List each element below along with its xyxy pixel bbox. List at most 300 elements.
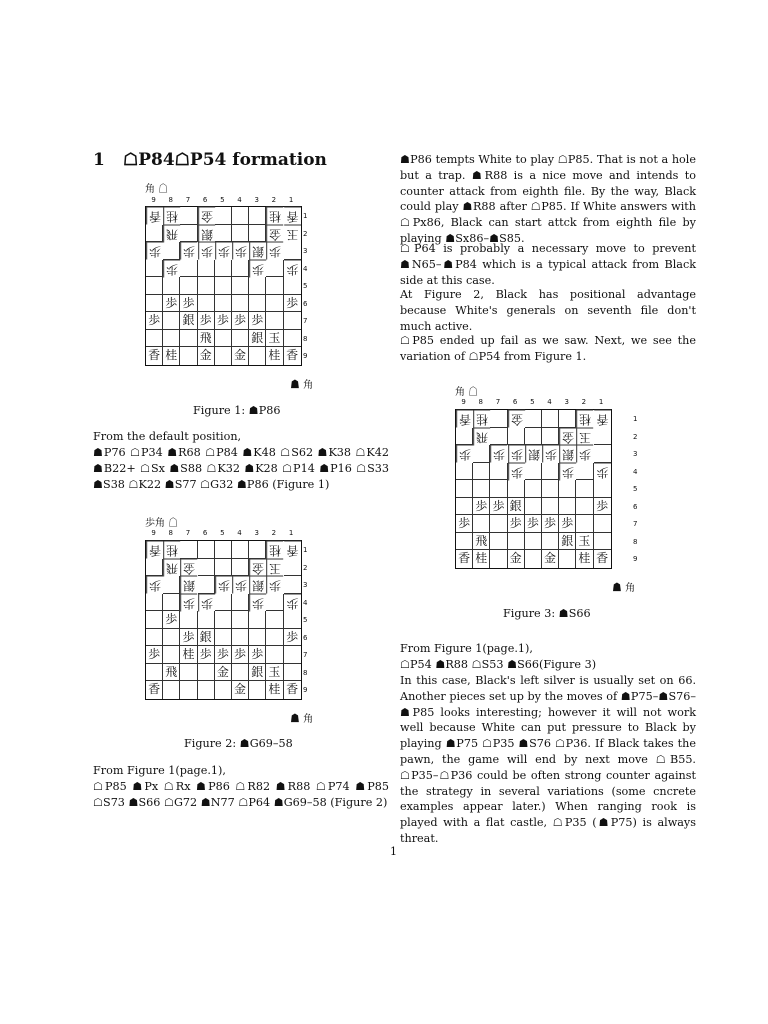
file-number: 9 bbox=[151, 196, 156, 204]
black-piece: 香 bbox=[596, 551, 609, 565]
rank-numbers bbox=[303, 542, 307, 700]
rank-number: 8 bbox=[633, 537, 638, 546]
white-piece: 歩 bbox=[215, 576, 232, 594]
board-square bbox=[146, 559, 163, 577]
board-square bbox=[232, 225, 249, 243]
board-square bbox=[249, 629, 266, 647]
black-piece: 歩 bbox=[180, 629, 197, 647]
white-piece: 歩 bbox=[542, 445, 559, 463]
paragraph: At Figure 2, Black has positional advantage because White's generals on seventh file don't much active. bbox=[400, 288, 696, 333]
figure-caption: Figure 2: ☗G69–58 bbox=[184, 737, 293, 750]
paragraph: ☗P76 ☖P34 ☗R68 ☖P84 ☗K48 ☖S62 ☗K38 ☖K42 ☗B22+ ☖Sx ☗S88 ☖K32 ☗K28 ☖P14 ☗P16 ☖S33 ☗S38 ☖K22 ☗S77 ☖G32 ☗P86 (Figure 1) bbox=[93, 446, 389, 491]
black-piece: 歩 bbox=[542, 515, 559, 533]
white-piece: 香 bbox=[146, 207, 163, 225]
black-piece: 金 bbox=[215, 664, 232, 682]
white-hand: 歩角 ☖ bbox=[145, 518, 179, 529]
board-square bbox=[456, 480, 473, 498]
file-numbers bbox=[145, 196, 300, 204]
white-piece: 玉 bbox=[576, 428, 593, 446]
black-piece: 歩 bbox=[456, 515, 473, 533]
board-square bbox=[198, 277, 215, 295]
board-square bbox=[490, 463, 507, 481]
board-square bbox=[180, 330, 197, 348]
file-number: 9 bbox=[461, 398, 466, 406]
black-piece: 銀 bbox=[249, 664, 266, 682]
black-piece: 歩 bbox=[284, 295, 301, 313]
board-square bbox=[232, 207, 249, 225]
board-square bbox=[198, 559, 215, 577]
white-piece: 歩 bbox=[180, 242, 197, 260]
rank-number: 4 bbox=[303, 598, 308, 607]
black-piece: 香 bbox=[146, 347, 163, 365]
board-square bbox=[146, 225, 163, 243]
black-piece: 歩 bbox=[232, 312, 249, 330]
board-square bbox=[525, 533, 542, 551]
board-square bbox=[508, 428, 525, 446]
rank-number: 8 bbox=[303, 334, 308, 343]
board-square bbox=[594, 428, 611, 446]
board-square bbox=[576, 463, 593, 481]
black-piece: 歩 bbox=[163, 295, 180, 313]
board-square bbox=[146, 664, 163, 682]
board-square bbox=[215, 629, 232, 647]
board-square bbox=[232, 664, 249, 682]
white-piece: 桂 bbox=[163, 541, 180, 559]
file-number: 8 bbox=[478, 398, 484, 406]
white-piece: 歩 bbox=[284, 260, 301, 278]
black-piece: 桂 bbox=[473, 550, 490, 568]
board-square bbox=[232, 260, 249, 278]
black-hand: ☗ 角 bbox=[612, 583, 636, 594]
board-square bbox=[215, 347, 232, 365]
file-number: 3 bbox=[564, 398, 569, 406]
black-piece: 玉 bbox=[576, 533, 593, 551]
white-piece: 銀 bbox=[525, 445, 542, 463]
black-piece: 飛 bbox=[198, 330, 215, 348]
section-title-text: ☖P84☖P54 formation bbox=[123, 150, 327, 170]
board-square bbox=[284, 330, 301, 348]
board-square bbox=[456, 533, 473, 551]
rank-number: 3 bbox=[633, 450, 638, 458]
paragraph: In this case, Black's left silver is usually set on 66. Another pieces set up by the moves of ☗P75–☗S76–☗P85 looks interesting; however it will not work well because White can put pressure to Black by playing ☗P75 ☖P35 ☗S76 ☖P36. If Black takes the pawn, the game will end by next move ☖B55. ☖P35–☖P36 could be often strong counter against the strategy in several variations (some cncrete examples appear later.) When ranging rook is played with a flat castle, ☖P35 (☗P75) is always threat. bbox=[400, 674, 696, 845]
board-square bbox=[232, 629, 249, 647]
rank-number: 1 bbox=[633, 415, 638, 423]
shogi-board bbox=[145, 540, 302, 700]
rank-number: 6 bbox=[303, 633, 308, 642]
board-square bbox=[490, 428, 507, 446]
white-piece: 歩 bbox=[249, 260, 266, 278]
board-square bbox=[508, 533, 525, 551]
board-square bbox=[284, 312, 301, 330]
white-piece: 歩 bbox=[576, 445, 593, 463]
paragraph: From Figure 1(page.1), bbox=[400, 642, 533, 655]
file-numbers bbox=[455, 398, 610, 406]
file-number: 1 bbox=[288, 196, 294, 204]
board-square bbox=[456, 428, 473, 446]
white-piece: 歩 bbox=[198, 242, 215, 260]
board-square bbox=[232, 611, 249, 629]
board-square bbox=[525, 463, 542, 481]
file-number: 9 bbox=[151, 529, 156, 537]
board-square bbox=[232, 295, 249, 313]
figure-caption: Figure 3: ☗S66 bbox=[503, 607, 591, 620]
file-number: 3 bbox=[254, 196, 259, 204]
board-square bbox=[559, 498, 576, 516]
board-square bbox=[249, 611, 266, 629]
paragraph: ☗P86 tempts White to play ☖P85. That is not a hole but a trap. ☗R88 is a nice move and intends to counter attack from eighth file. By the way, Black could play ☗R88 after ☖P85. If White answers with ☖Px86, Black can start attck from eighth file by playing ☗Sx86–☗S85. bbox=[400, 153, 696, 245]
board-square bbox=[576, 480, 593, 498]
black-piece: 金 bbox=[198, 347, 215, 365]
board-square bbox=[525, 498, 542, 516]
board-square bbox=[249, 541, 266, 559]
black-piece: 銀 bbox=[249, 330, 266, 348]
board-square bbox=[266, 594, 283, 612]
board-square bbox=[490, 533, 507, 551]
board-square bbox=[266, 646, 283, 664]
black-piece: 金 bbox=[232, 347, 249, 365]
file-number: 5 bbox=[530, 398, 535, 406]
black-piece: 歩 bbox=[198, 646, 215, 664]
white-piece: 玉 bbox=[266, 559, 283, 577]
file-number: 3 bbox=[254, 529, 259, 537]
board-square bbox=[146, 594, 163, 612]
black-piece: 歩 bbox=[146, 646, 163, 664]
paragraph: ☖P64 is probably a necessary move to prevent ☗N65–☗P84 which is a typical attack from Black side at this case. bbox=[400, 242, 696, 287]
file-number: 5 bbox=[220, 529, 225, 537]
white-piece: 歩 bbox=[180, 594, 197, 612]
board-square bbox=[198, 611, 215, 629]
board-square bbox=[232, 330, 249, 348]
board-square bbox=[284, 559, 301, 577]
board-square bbox=[146, 611, 163, 629]
board-square bbox=[215, 277, 232, 295]
board-square bbox=[146, 295, 163, 313]
board-square bbox=[180, 260, 197, 278]
rank-number: 4 bbox=[633, 467, 638, 476]
black-piece: 歩 bbox=[284, 629, 301, 647]
black-piece: 金 bbox=[232, 681, 249, 699]
black-piece: 歩 bbox=[163, 611, 180, 629]
board-square bbox=[473, 515, 490, 533]
white-piece: 桂 bbox=[266, 541, 283, 559]
black-piece: 玉 bbox=[266, 330, 283, 348]
board-square bbox=[215, 295, 232, 313]
file-number: 8 bbox=[168, 529, 174, 537]
white-piece: 歩 bbox=[146, 576, 163, 594]
black-piece: 金 bbox=[508, 550, 525, 568]
rank-number: 5 bbox=[303, 616, 308, 624]
board-square bbox=[163, 629, 180, 647]
white-piece: 銀 bbox=[198, 225, 215, 243]
black-piece: 歩 bbox=[215, 312, 232, 330]
board-square bbox=[198, 576, 215, 594]
black-piece: 玉 bbox=[266, 664, 283, 682]
white-piece: 歩 bbox=[456, 445, 473, 463]
white-piece: 香 bbox=[146, 541, 163, 559]
board-square bbox=[266, 312, 283, 330]
board-square bbox=[249, 277, 266, 295]
board-square bbox=[284, 242, 301, 260]
white-piece: 歩 bbox=[594, 463, 611, 481]
board-square bbox=[490, 410, 507, 428]
board-square bbox=[266, 295, 283, 313]
file-number: 8 bbox=[168, 196, 174, 204]
file-number: 6 bbox=[202, 529, 208, 537]
paragraph: ☖P85 ended up fail as we saw. Next, we see the variation of ☖P54 from Figure 1. bbox=[400, 334, 696, 363]
board-square bbox=[284, 277, 301, 295]
board-square bbox=[490, 550, 507, 568]
rank-number: 7 bbox=[303, 317, 308, 325]
board-square bbox=[249, 207, 266, 225]
black-piece: 歩 bbox=[215, 646, 232, 664]
file-number: 6 bbox=[202, 196, 208, 204]
board-square bbox=[163, 277, 180, 295]
rank-number: 2 bbox=[303, 563, 308, 572]
board-square bbox=[542, 463, 559, 481]
rank-number: 9 bbox=[633, 555, 638, 563]
board-square bbox=[542, 428, 559, 446]
black-piece: 歩 bbox=[473, 498, 490, 516]
board-square bbox=[576, 515, 593, 533]
white-piece: 飛 bbox=[163, 225, 180, 243]
board-square bbox=[576, 498, 593, 516]
board-square bbox=[525, 428, 542, 446]
white-piece: 歩 bbox=[198, 594, 215, 612]
rank-number: 7 bbox=[303, 651, 308, 659]
white-piece: 香 bbox=[594, 410, 611, 428]
board-square bbox=[163, 242, 180, 260]
board-square bbox=[249, 295, 266, 313]
black-hand: ☗ 角 bbox=[290, 714, 314, 725]
black-piece: 銀 bbox=[180, 312, 197, 330]
file-number: 4 bbox=[547, 398, 552, 406]
black-piece: 金 bbox=[542, 550, 559, 568]
board-square bbox=[284, 646, 301, 664]
black-piece: 飛 bbox=[473, 533, 490, 551]
page-number: 1 bbox=[390, 845, 397, 858]
black-piece: 桂 bbox=[163, 347, 180, 365]
paragraph: ☖P54 ☗R88 ☖S53 ☗S66(Figure 3) bbox=[400, 658, 597, 671]
rank-numbers bbox=[633, 411, 637, 569]
board-square bbox=[232, 594, 249, 612]
paragraph: ☖P85 ☗Px ☖Rx ☗P86 ☖R82 ☗R88 ☖P74 ☗P85 ☖S73 ☗S66 ☖G72 ☗N77 ☖P64 ☗G69–58 (Figure 2) bbox=[93, 780, 389, 809]
board-square bbox=[180, 541, 197, 559]
file-numbers bbox=[145, 529, 300, 537]
board-square bbox=[284, 611, 301, 629]
black-piece: 歩 bbox=[146, 312, 163, 330]
paragraph: From Figure 1(page.1), bbox=[93, 764, 226, 777]
rank-number: 8 bbox=[303, 668, 308, 677]
board-square bbox=[559, 550, 576, 568]
white-piece: 歩 bbox=[146, 242, 163, 260]
black-piece: 香 bbox=[456, 550, 473, 568]
board-square bbox=[215, 681, 232, 699]
white-piece: 香 bbox=[284, 207, 301, 225]
board-square bbox=[163, 594, 180, 612]
white-piece: 歩 bbox=[284, 594, 301, 612]
white-piece: 金 bbox=[508, 410, 525, 428]
black-piece: 歩 bbox=[180, 295, 197, 313]
board-square bbox=[215, 594, 232, 612]
file-number: 1 bbox=[288, 529, 294, 537]
board-square bbox=[198, 260, 215, 278]
white-piece: 桂 bbox=[163, 207, 180, 225]
board-square bbox=[163, 681, 180, 699]
board-square bbox=[215, 260, 232, 278]
board-square bbox=[542, 480, 559, 498]
black-piece: 香 bbox=[286, 682, 299, 696]
rank-numbers bbox=[303, 208, 307, 366]
black-piece: 銀 bbox=[508, 498, 525, 516]
board-square bbox=[232, 541, 249, 559]
board-square bbox=[198, 681, 215, 699]
board-square bbox=[180, 207, 197, 225]
rank-number: 2 bbox=[303, 229, 308, 238]
board-square bbox=[456, 463, 473, 481]
rank-number: 5 bbox=[633, 485, 638, 493]
black-piece: 歩 bbox=[559, 515, 576, 533]
rank-number: 5 bbox=[303, 282, 308, 290]
board-square bbox=[215, 559, 232, 577]
board-square bbox=[180, 225, 197, 243]
white-piece: 銀 bbox=[559, 445, 576, 463]
board-square bbox=[266, 629, 283, 647]
board-square bbox=[146, 260, 163, 278]
board-square bbox=[473, 480, 490, 498]
white-piece: 歩 bbox=[490, 445, 507, 463]
board-square bbox=[542, 410, 559, 428]
white-hand: 角 ☖ bbox=[455, 387, 479, 398]
board-square bbox=[249, 681, 266, 699]
board-square bbox=[266, 277, 283, 295]
white-piece: 歩 bbox=[508, 445, 525, 463]
board-square bbox=[473, 445, 490, 463]
rank-number: 3 bbox=[303, 247, 308, 255]
black-piece: 歩 bbox=[198, 312, 215, 330]
board-square bbox=[249, 225, 266, 243]
white-piece: 銀 bbox=[249, 242, 266, 260]
board-square bbox=[456, 498, 473, 516]
white-piece: 飛 bbox=[473, 428, 490, 446]
white-piece: 歩 bbox=[508, 463, 525, 481]
board-square bbox=[163, 646, 180, 664]
section-title bbox=[93, 150, 327, 170]
board-square bbox=[232, 277, 249, 295]
rank-number: 6 bbox=[633, 502, 638, 511]
board-square bbox=[594, 480, 611, 498]
board-square bbox=[198, 295, 215, 313]
file-number: 2 bbox=[271, 529, 277, 537]
rank-number: 7 bbox=[633, 520, 638, 528]
white-hand: 角 ☖ bbox=[145, 184, 169, 195]
board-square bbox=[163, 330, 180, 348]
black-piece: 歩 bbox=[490, 498, 507, 516]
board-square bbox=[490, 515, 507, 533]
black-piece: 歩 bbox=[525, 515, 542, 533]
black-piece: 香 bbox=[286, 348, 299, 362]
board-square bbox=[163, 576, 180, 594]
board-square bbox=[490, 480, 507, 498]
board-square bbox=[180, 611, 197, 629]
white-piece: 飛 bbox=[163, 559, 180, 577]
board-square bbox=[473, 463, 490, 481]
white-piece: 金 bbox=[559, 428, 576, 446]
board-square bbox=[559, 410, 576, 428]
board-square bbox=[542, 498, 559, 516]
black-piece: 歩 bbox=[232, 646, 249, 664]
board-square bbox=[232, 559, 249, 577]
shogi-board bbox=[145, 206, 302, 366]
black-piece: 香 bbox=[146, 681, 163, 699]
file-number: 4 bbox=[237, 529, 242, 537]
rank-number: 3 bbox=[303, 581, 308, 589]
file-number: 2 bbox=[581, 398, 587, 406]
black-hand: ☗ 角 bbox=[290, 380, 314, 391]
board-square bbox=[163, 312, 180, 330]
white-piece: 歩 bbox=[266, 242, 283, 260]
file-number: 7 bbox=[495, 398, 501, 406]
black-piece: 歩 bbox=[249, 646, 266, 664]
white-piece: 歩 bbox=[266, 576, 283, 594]
white-piece: 桂 bbox=[576, 410, 593, 428]
board-square bbox=[249, 347, 266, 365]
white-piece: 金 bbox=[198, 207, 215, 225]
white-piece: 玉 bbox=[284, 225, 301, 243]
board-square bbox=[215, 541, 232, 559]
board-square bbox=[266, 260, 283, 278]
board-square bbox=[215, 225, 232, 243]
black-piece: 飛 bbox=[163, 664, 180, 682]
file-number: 6 bbox=[512, 398, 518, 406]
board-square bbox=[180, 664, 197, 682]
board-square bbox=[180, 277, 197, 295]
rank-number: 2 bbox=[633, 432, 638, 441]
shogi-board bbox=[455, 409, 612, 569]
white-piece: 歩 bbox=[163, 260, 180, 278]
board-square bbox=[215, 611, 232, 629]
white-piece: 銀 bbox=[249, 576, 266, 594]
black-piece: 桂 bbox=[266, 681, 283, 699]
board-square bbox=[198, 541, 215, 559]
rank-number: 9 bbox=[303, 352, 308, 360]
file-number: 7 bbox=[185, 196, 191, 204]
board-square bbox=[284, 576, 301, 594]
board-square bbox=[180, 347, 197, 365]
board-square bbox=[198, 664, 215, 682]
board-square bbox=[594, 515, 611, 533]
rank-number: 4 bbox=[303, 264, 308, 273]
board-square bbox=[215, 330, 232, 348]
white-piece: 桂 bbox=[266, 207, 283, 225]
white-piece: 金 bbox=[266, 225, 283, 243]
white-piece: 歩 bbox=[232, 576, 249, 594]
board-square bbox=[542, 533, 559, 551]
section-number: 1 bbox=[93, 150, 105, 170]
white-piece: 香 bbox=[456, 410, 473, 428]
black-piece: 銀 bbox=[198, 629, 215, 647]
board-square bbox=[146, 277, 163, 295]
board-square bbox=[146, 330, 163, 348]
black-piece: 桂 bbox=[266, 347, 283, 365]
file-number: 7 bbox=[185, 529, 191, 537]
board-square bbox=[284, 664, 301, 682]
board-square bbox=[180, 681, 197, 699]
white-piece: 金 bbox=[249, 559, 266, 577]
file-number: 4 bbox=[237, 196, 242, 204]
board-square bbox=[559, 480, 576, 498]
white-piece: 金 bbox=[180, 559, 197, 577]
board-square bbox=[525, 550, 542, 568]
